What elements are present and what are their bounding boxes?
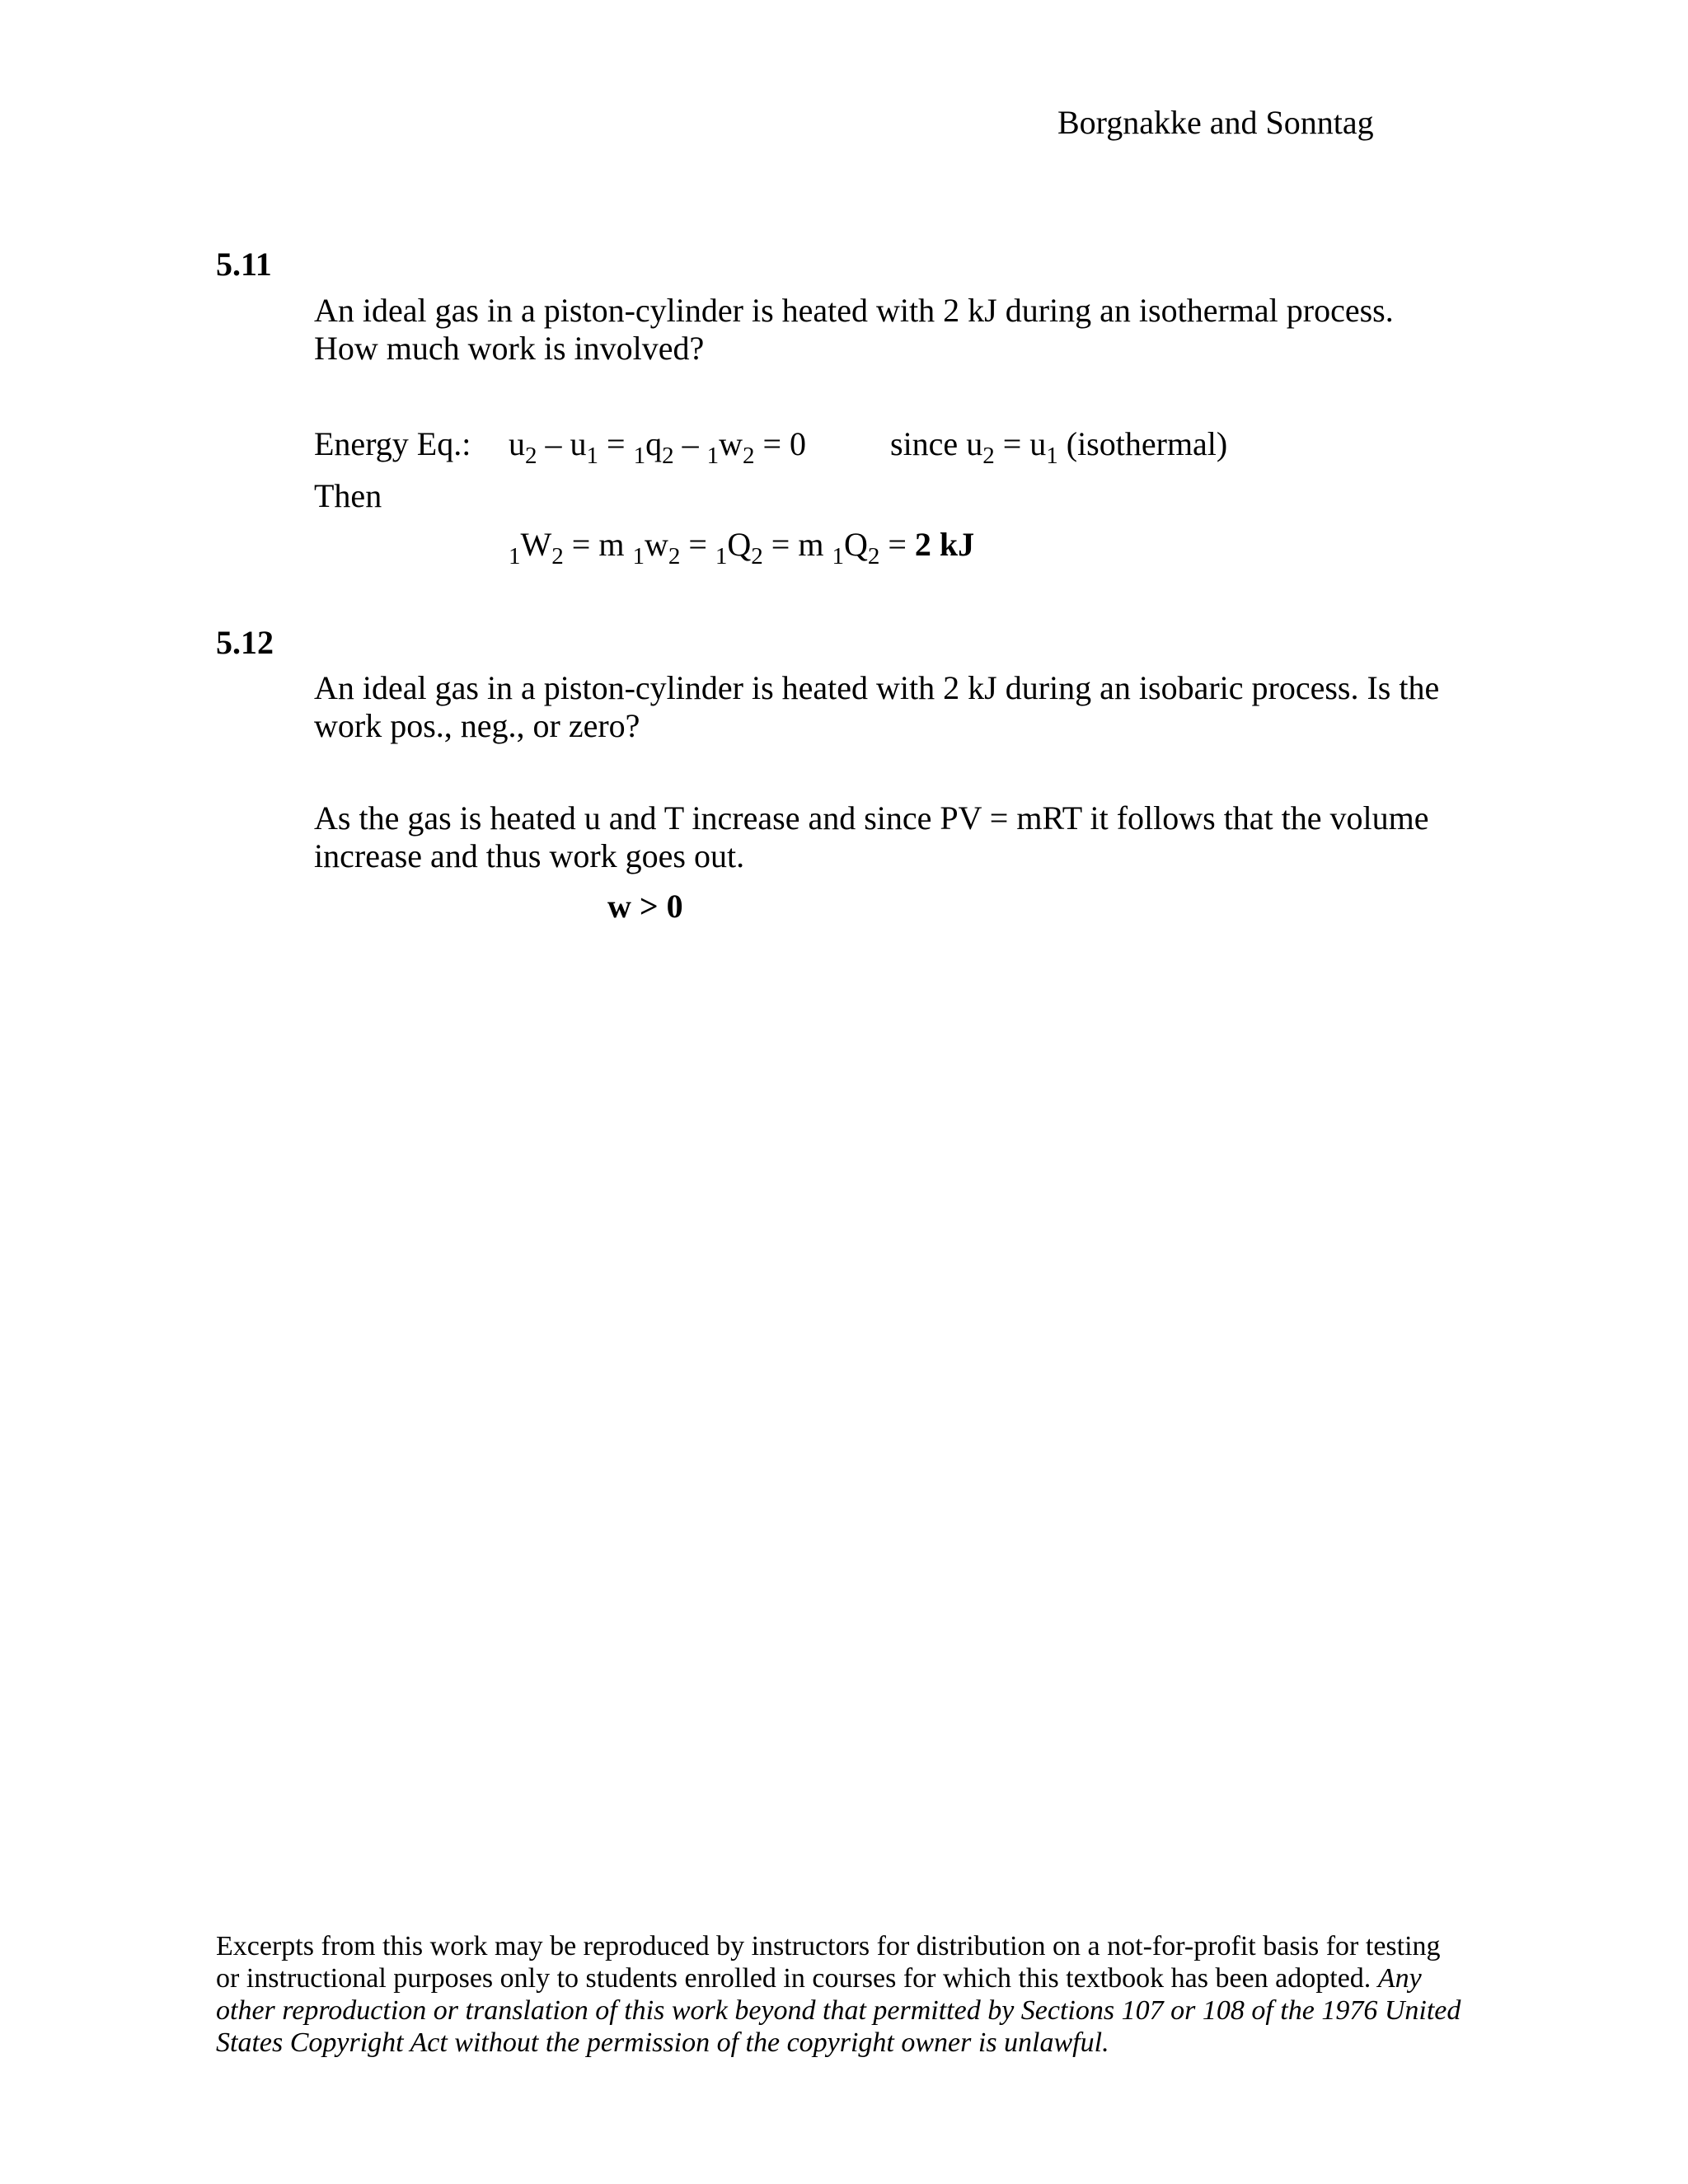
eq-sub: 2: [751, 543, 763, 569]
since-part: = u: [994, 425, 1047, 462]
eq-part: Q: [843, 526, 868, 563]
answer-line-2: increase and thus work goes out.: [314, 837, 745, 874]
eq-sub: 2: [668, 543, 681, 569]
question-line-1: An ideal gas in a piston-cylinder is heated with 2 kJ during an isothermal process.: [314, 292, 1394, 329]
since-sub: 1: [1046, 443, 1058, 469]
problem-5-12-result: w > 0: [607, 888, 683, 925]
problem-number-5-12: 5.12: [216, 624, 274, 661]
question-line-2: How much work is involved?: [314, 330, 705, 367]
question-line-1: An ideal gas in a piston-cylinder is heated with 2 kJ during an isobaric process. Is the: [314, 669, 1440, 706]
answer-line-1: As the gas is heated u and T increase and since PV = mRT it follows that the volume: [314, 799, 1429, 837]
eq-sub: 2: [867, 543, 880, 569]
then-label: Then: [314, 477, 382, 514]
eq-presub: 1: [632, 543, 645, 569]
eq-part: – u: [537, 425, 587, 462]
problem-5-12-question: [314, 669, 1439, 745]
eq-sub: 2: [742, 443, 755, 469]
eq-presub: 1: [509, 543, 521, 569]
eq-presub: 1: [715, 543, 728, 569]
problem-5-11-question: [314, 292, 1394, 368]
eq-presub: 1: [832, 543, 844, 569]
eq-part: = m: [563, 526, 633, 563]
eq-part: = 0: [754, 425, 807, 462]
eq-part: w: [719, 425, 743, 462]
since-part: since u: [890, 425, 983, 462]
since-part: (isothermal): [1057, 425, 1228, 462]
eq-part: =: [598, 425, 634, 462]
eq-part: = m: [762, 526, 832, 563]
question-line-2: work pos., neg., or zero?: [314, 707, 640, 744]
since-sub: 2: [982, 443, 995, 469]
eq-part: W: [520, 526, 552, 563]
copyright-footer: [216, 1930, 1469, 2059]
footer-normal: Excerpts from this work may be reproduced by instructors for distribution on a not-for-profit basis for testing or instructional purposes only to students enrolled in courses for which this textbook has been adopted.: [216, 1931, 1441, 1994]
eq-sub: 1: [586, 443, 598, 469]
energy-eq-label: Energy Eq.:: [314, 425, 471, 462]
energy-equation: [509, 424, 807, 469]
eq-sub: 2: [525, 443, 537, 469]
eq-sub: 2: [551, 543, 564, 569]
eq-part: Q: [727, 526, 752, 563]
work-result: 2 kJ: [914, 526, 975, 563]
header-author: Borgnakke and Sonntag: [1057, 104, 1374, 141]
problem-5-12-answer: [314, 799, 1429, 875]
eq-part: =: [879, 526, 915, 563]
since-note: [890, 424, 1228, 469]
eq-sub: 2: [662, 443, 674, 469]
work-equation: [509, 525, 975, 569]
problem-number-5-11: 5.11: [216, 246, 272, 283]
eq-presub: 1: [706, 443, 720, 469]
eq-part: w: [644, 526, 668, 563]
eq-part: =: [680, 526, 715, 563]
footer-italic: Any other reproduction or translation of this work beyond that permitted by Sections 107 or 108 of the 1976 United States Copyright Act without the permission of the copyright owner is unlawful.: [216, 1963, 1461, 2058]
eq-part: u: [509, 425, 525, 462]
eq-part: –: [673, 425, 707, 462]
eq-part: q: [645, 425, 663, 462]
eq-presub: 1: [633, 443, 646, 469]
